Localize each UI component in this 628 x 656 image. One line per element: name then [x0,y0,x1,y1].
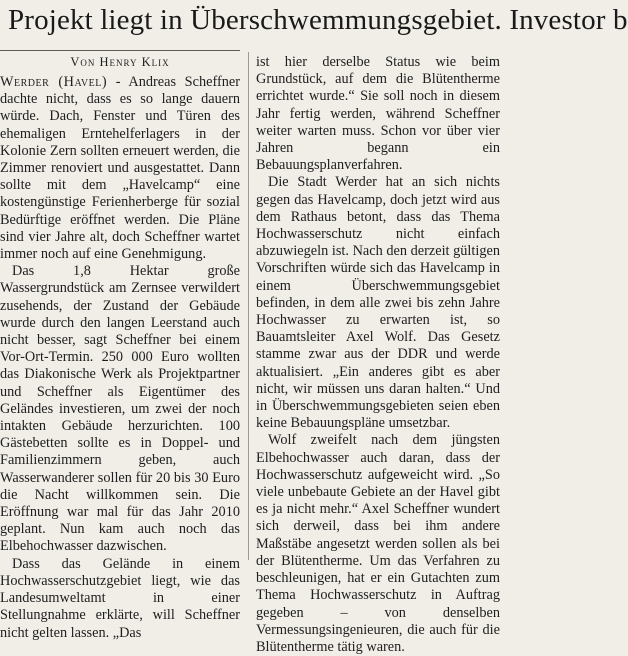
article-paragraph: Das 1,8 Hektar große Wassergrundstück am Zernsee verwildert zusehends, der Zustand der Gebäude wurde durch den langen Leerstand auch nicht besser, sagt Scheffner bei einem Vor-Ort-Termin. 250 000 Euro wollten das Diakonische Werk als Projektpartner und Scheffner als Eigentümer des Geländes investieren, um zwei der noch intakten Gebäude herzurichten. 100 Gästebetten sollte es in Doppel- und Familienzimmern geben, auch Wasserwanderer sollen für 20 bis 30 Euro die Nacht willkommen sein. Die Eröffnung war mal für das Jahr 2010 geplant. Nun kam auch noch das Elbehochwasser dazwischen. [0,263,240,555]
article-byline: Von Henry Klix [70,55,170,69]
article-paragraph-text: - Andreas Scheffner dachte nicht, dass es so lange dauern würde. Dach, Fenster und Türen des ehemaligen Erntehelferlagers in der Kolonie Zern sollten erneuert werden, die Zimmer renoviert und ausgestattet. Dann sollte mit dem „Havelcamp“ eine kostengünstige Ferienherberge für sozial Bedürftige eröffnet werden. Die Pläne sind vier Jahre alt, doch Scheffner wartet immer noch auf eine Genehmigung. [0,74,240,263]
article-paragraph: Wolf zweifelt nach dem jüngsten Elbehochwasser auch daran, dass der Hochwasserschutz aufgeweicht wird. „So viele unbebaute Gebiete an der Havel gibt es ja nicht mehr.“ Axel Scheffner wundert sich derweil, dass bei ihm andere Maßstäbe angesetzt werden sollen als bei der Blütentherme. Um das Verfahren zu beschleunigen, hat er ein Gutachten zum Thema Hochwasserschutz in Auftrag gegeben – von denselben Vermessungsingenieuren, die auch für die Blütentherme tätig waren. [256,432,500,655]
article-headline: Projekt liegt in Überschwemmungsgebiet. Investor b [8,4,628,36]
article-dateline: Werder (Havel) [0,74,108,90]
article-paragraph [0,74,240,263]
article-paragraph: Dass das Gelände in einem Hochwasserschutzgebiet liegt, wie das Landesumweltamt in einer Stellungnahme erklärte, will Scheffner nicht gelten lassen. „Das [0,555,240,641]
column-divider [248,52,249,560]
article-paragraph: Die Stadt Werder hat an sich nichts gegen das Havelcamp, doch jetzt wird aus dem Rathaus betont, dass das Thema Hochwasserschutz nicht einfach abzuwiegeln ist. Nach den derzeit gültigen Vorschriften würde sich das Havelcamp in einem Überschwemmungsgebiet befinden, in dem alle zwei bis zehn Jahre Hochwasser zu erwarten ist, so Bauamtsleiter Axel Wolf. Das Gesetz stamme zwar aus der DDR und werde aktualisiert. „Ein anderes gibt es aber nicht, wir müssen uns daran halten.“ Und in Überschwemmungsgebieten seien eben keine Bebauungspläne umsetzbar. [256,174,500,432]
headline-rule [0,50,240,51]
article-column-left [0,54,240,642]
article-column-right [256,54,500,656]
article-paragraph: ist hier derselbe Status wie beim Grundstück, auf dem die Blütentherme errichtet wurde.“ Sie soll noch in diesem Jahr fertig werden, während Scheffner weiter warten muss. Schon vor über vier Jahren begann ein Bebauungsplanverfahren. [256,54,500,174]
